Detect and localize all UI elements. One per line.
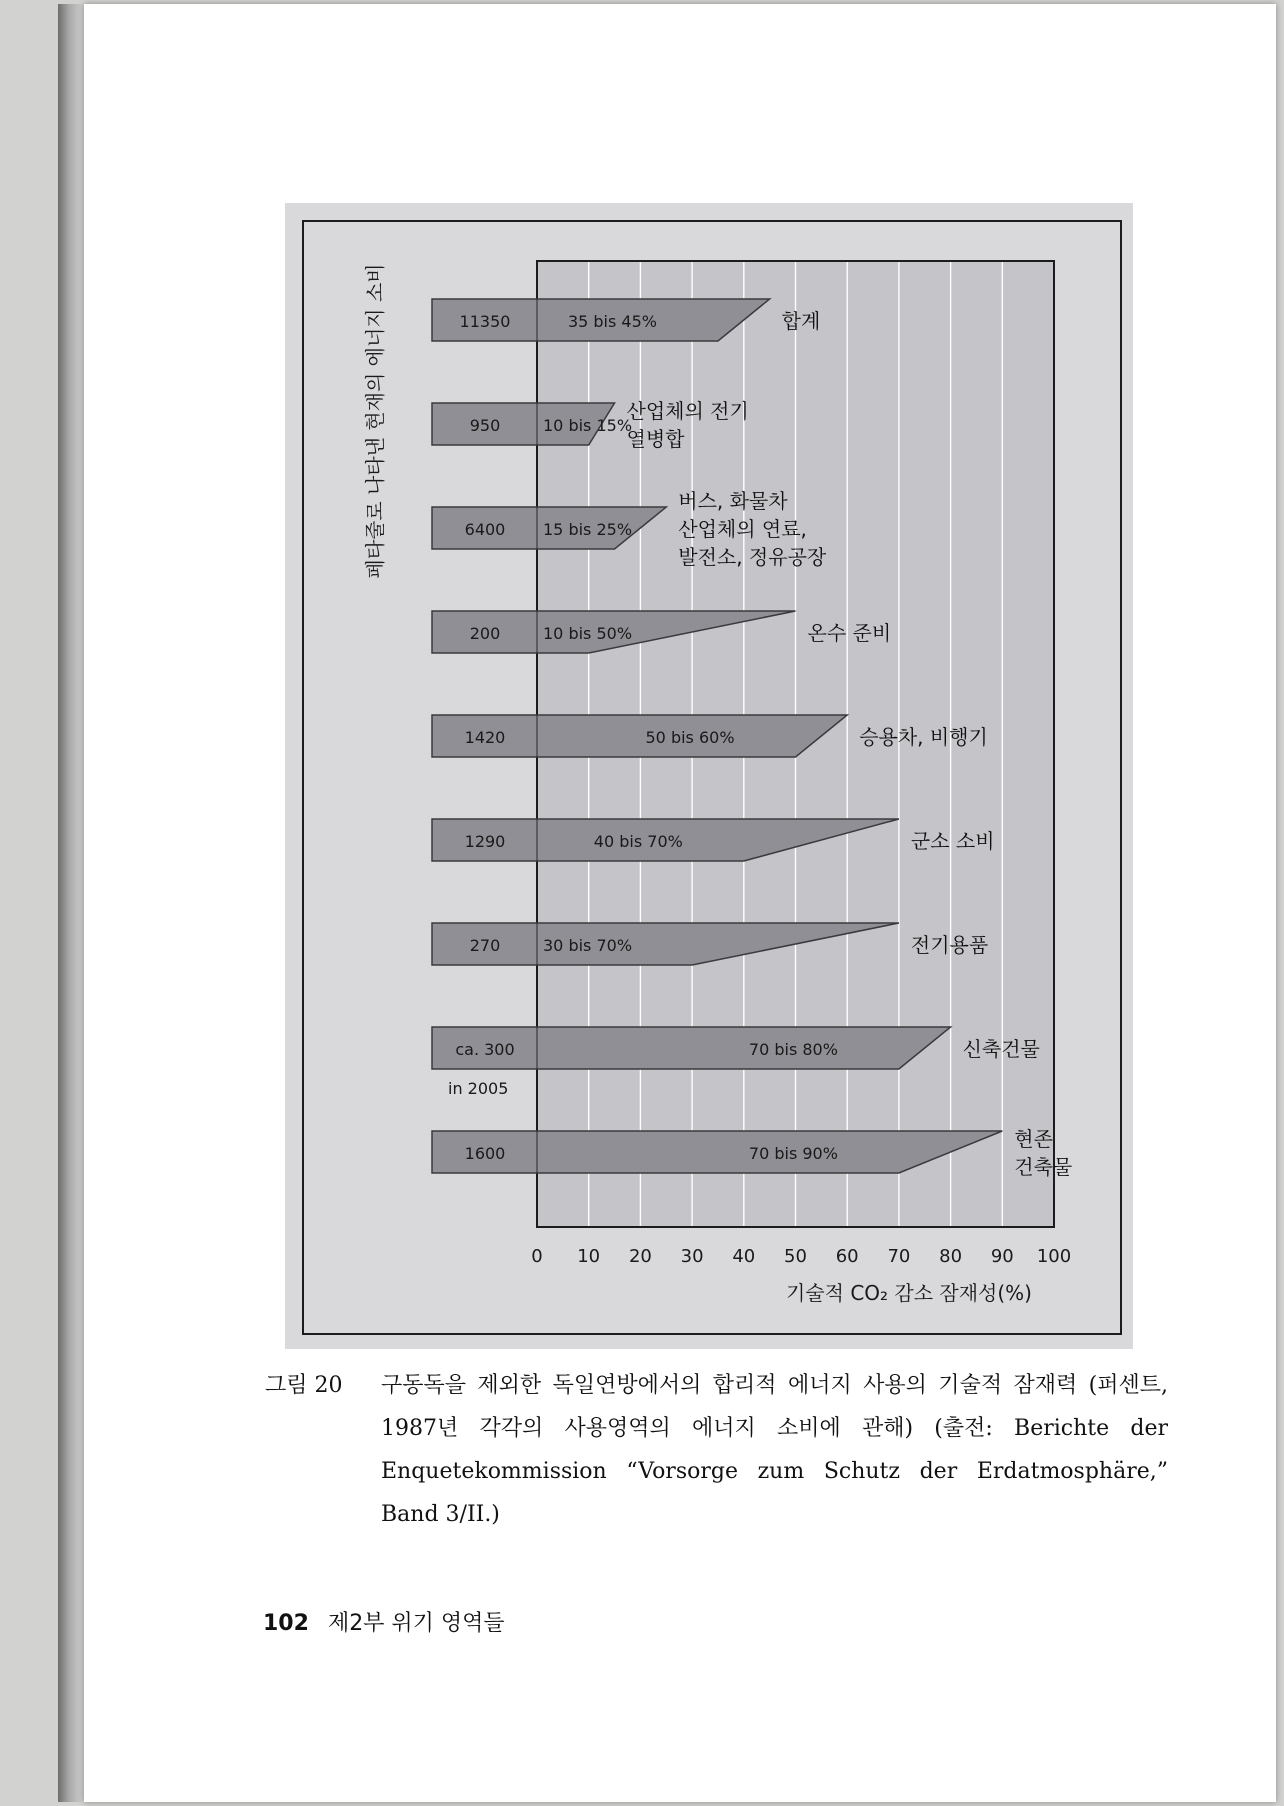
category-label: 발전소, 정유공장 bbox=[678, 545, 827, 569]
consumption-label: 11350 bbox=[459, 312, 511, 331]
range-label: 35 bis 45% bbox=[567, 312, 657, 331]
category-label: 산업체의 전기 bbox=[626, 399, 749, 423]
consumption-label: 6400 bbox=[464, 520, 506, 539]
consumption-label: 1600 bbox=[464, 1144, 506, 1163]
consumption-label: 950 bbox=[469, 416, 501, 435]
consumption-label: 1420 bbox=[464, 728, 506, 747]
figure-caption-text: 구동독을 제외한 독일연방에서의 합리적 에너지 사용의 기술적 잠재력 (퍼센트, 1987년 각각의 사용영역의 에너지 소비에 관해) (출전: Berichte der Enquetekommission “Vorsorge zum Schutz der Erdatmosphäre,” Band 3/II.) bbox=[381, 1373, 1168, 1527]
category-label: 버스, 화물차 bbox=[678, 489, 788, 513]
range-label: 70 bis 90% bbox=[748, 1144, 838, 1163]
range-label: 40 bis 70% bbox=[593, 832, 683, 851]
page-number: 102 bbox=[263, 1611, 309, 1636]
x-axis-ticks bbox=[531, 1246, 1071, 1267]
consumption-label: 1290 bbox=[464, 832, 506, 851]
category-label: 현존 bbox=[1014, 1127, 1053, 1151]
x-tick-label: 70 bbox=[887, 1246, 911, 1267]
category-label: 열병합 bbox=[626, 427, 685, 451]
category-label: 군소 소비 bbox=[910, 829, 995, 853]
range-label: 30 bis 70% bbox=[543, 936, 633, 955]
category-label: 건축물 bbox=[1014, 1155, 1073, 1179]
x-tick-label: 10 bbox=[577, 1246, 601, 1267]
section-title: 제2부 위기 영역들 bbox=[327, 1611, 505, 1636]
range-label: 10 bis 15% bbox=[543, 416, 633, 435]
range-label: 15 bis 25% bbox=[543, 520, 633, 539]
figure-number: 그림 20 bbox=[265, 1373, 343, 1398]
x-tick-label: 40 bbox=[732, 1246, 756, 1267]
consumption-note: in 2005 bbox=[448, 1079, 509, 1098]
page-footer bbox=[263, 1606, 505, 1637]
range-label: 70 bis 80% bbox=[748, 1040, 838, 1059]
consumption-label: 200 bbox=[469, 624, 501, 643]
category-label: 산업체의 연료, bbox=[678, 517, 807, 541]
consumption-label: ca. 300 bbox=[455, 1040, 515, 1059]
x-tick-label: 50 bbox=[784, 1246, 807, 1267]
range-label: 10 bis 50% bbox=[543, 624, 633, 643]
x-tick-label: 80 bbox=[939, 1246, 963, 1267]
category-label: 신축건물 bbox=[962, 1037, 1040, 1061]
consumption-label: 270 bbox=[469, 936, 501, 955]
y-axis-label: 페타줄로 나타낸 현재의 에너지 소비 bbox=[363, 263, 387, 579]
category-label: 승용차, 비행기 bbox=[859, 725, 988, 749]
x-tick-label: 90 bbox=[990, 1246, 1014, 1267]
category-label: 합계 bbox=[781, 309, 821, 333]
x-tick-label: 100 bbox=[1036, 1246, 1072, 1267]
x-tick-label: 30 bbox=[680, 1246, 704, 1267]
x-tick-label: 20 bbox=[628, 1246, 652, 1267]
category-label: 전기용품 bbox=[910, 933, 989, 957]
x-tick-label: 60 bbox=[835, 1246, 859, 1267]
x-axis-label: 기술적 CO₂ 감소 잠재성(%) bbox=[786, 1281, 1032, 1305]
range-label: 50 bis 60% bbox=[645, 728, 735, 747]
category-label: 온수 준비 bbox=[807, 621, 892, 645]
x-tick-label: 0 bbox=[531, 1246, 543, 1267]
